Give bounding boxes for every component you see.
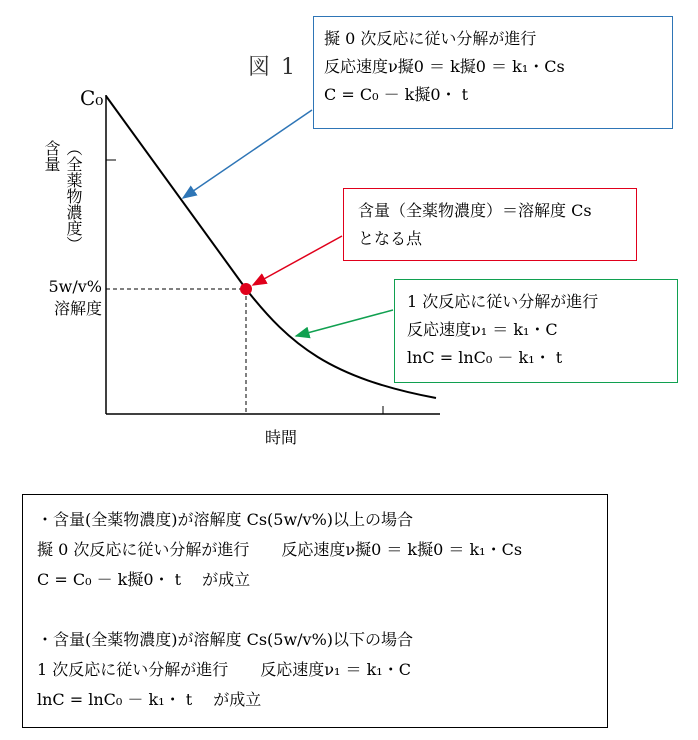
- c0-label: C₀: [80, 86, 104, 110]
- solubility-point-callout: [343, 188, 637, 261]
- callout-line: 反応速度ν₁ ＝ k₁・C: [407, 320, 558, 339]
- blue-arrow: [183, 110, 312, 198]
- zero-order-callout: [313, 16, 673, 129]
- solubility-label-line1: 5w/v%: [48, 277, 102, 296]
- callout-line: 含量（全薬物濃度）＝溶解度 Cs: [358, 201, 592, 220]
- summary-line: lnC = lnC₀ － k₁・ t が成立: [37, 690, 262, 709]
- x-axis-label: 時間: [265, 428, 298, 447]
- green-arrow: [296, 310, 393, 336]
- solubility-point-marker: [240, 283, 252, 295]
- summary-line: 擬 0 次反応に従い分解が進行 反応速度ν擬0 ＝ k擬0 ＝ k₁・Cs: [37, 540, 523, 559]
- callout-line: 1 次反応に従い分解が進行: [407, 292, 599, 311]
- solubility-label: [42, 276, 102, 320]
- y-axis-label-main: 含量: [42, 140, 61, 172]
- callout-line: 擬 0 次反応に従い分解が進行: [324, 29, 537, 48]
- solubility-label-line2: 溶解度: [53, 299, 102, 318]
- y-axis-label-sub: （全薬物濃度）: [64, 140, 83, 252]
- red-arrow: [253, 236, 342, 285]
- figure-title: 図 1: [248, 55, 297, 80]
- zero-order-line: [106, 96, 246, 289]
- callout-line: lnC = lnC₀ － k₁・ t: [407, 348, 563, 367]
- summary-line: 1 次反応に従い分解が進行 反応速度ν₁ ＝ k₁・C: [37, 660, 411, 679]
- summary-line: ・含量(全薬物濃度)が溶解度 Cs(5w/v%)以下の場合: [37, 630, 414, 649]
- first-order-callout: [394, 279, 678, 383]
- callout-line: C = C₀ － k擬0・ t: [324, 85, 469, 104]
- summary-line: ・含量(全薬物濃度)が溶解度 Cs(5w/v%)以上の場合: [37, 510, 414, 529]
- summary-line: C = C₀ － k擬0・ t が成立: [37, 570, 251, 589]
- callout-line: となる点: [358, 229, 423, 248]
- callout-line: 反応速度ν擬0 ＝ k擬0 ＝ k₁・Cs: [324, 57, 565, 76]
- summary-box: [22, 494, 608, 728]
